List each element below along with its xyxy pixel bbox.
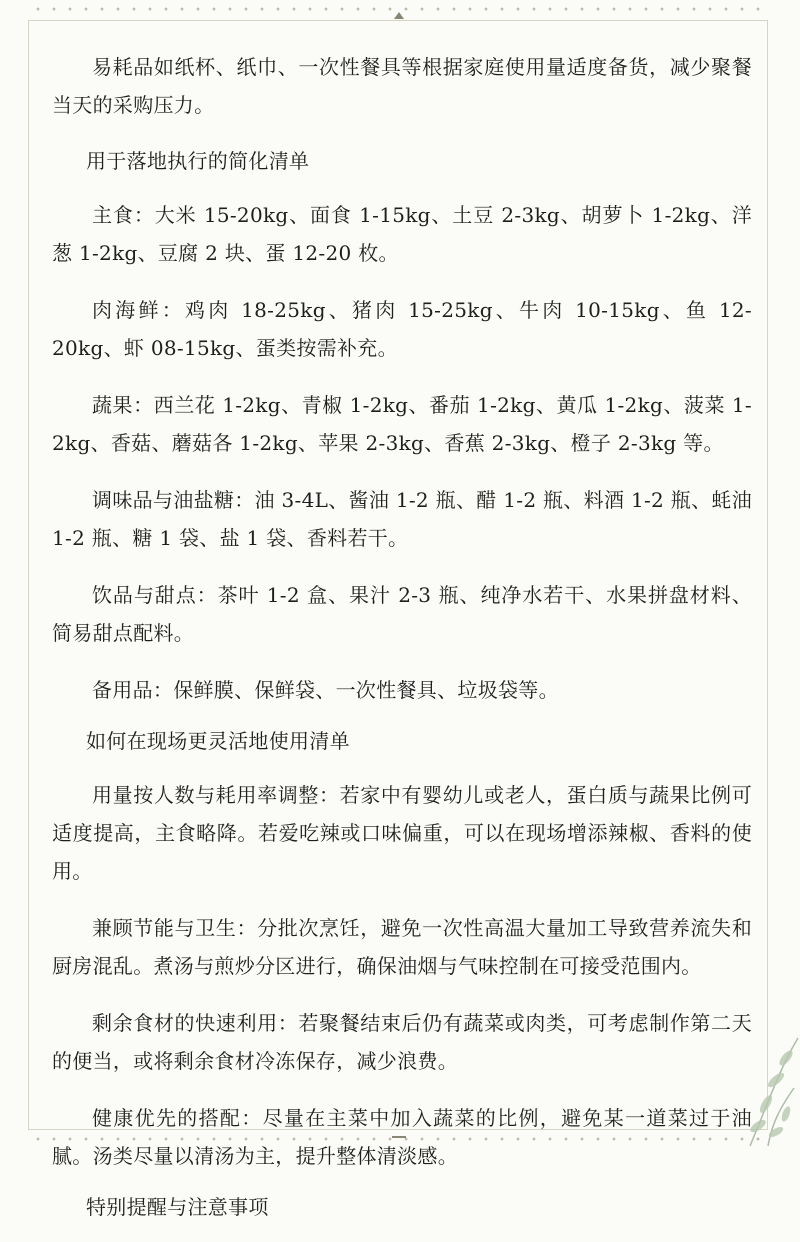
top-ornament-icon: [394, 12, 404, 19]
paragraph-energy-hygiene: 兼顾节能与卫生：分批次烹饪，避免一次性高温大量加工导致营养流失和厨房混乱。煮汤与煎炒分区进行，确保油烟与气味控制在可接受范围内。: [52, 916, 752, 978]
paragraph-healthy-pairing: 健康优先的搭配：尽量在主菜中加入蔬菜的比例，避免某一道菜过于油腻。汤类尽量以清汤为主，提升整体清淡感。: [52, 1106, 752, 1168]
document-body: [52, 48, 752, 1242]
paragraph-spare-items: 备用品：保鲜膜、保鲜袋、一次性餐具、垃圾袋等。: [92, 678, 559, 702]
paragraph-drinks-desserts: 饮品与甜点：茶叶 1-2 盒、果汁 2-3 瓶、纯净水若干、水果拼盘材料、简易甜点配料。: [52, 583, 752, 645]
heading-simplified-list: 用于落地执行的简化清单: [86, 149, 310, 173]
paragraph-disposables: 易耗品如纸杯、纸巾、一次性餐具等根据家庭使用量适度备货，减少聚餐当天的采购压力。: [52, 55, 752, 117]
paragraph-vegetables-fruit: 蔬果：西兰花 1-2kg、青椒 1-2kg、番茄 1-2kg、黄瓜 1-2kg、菠菜 1-2kg、香菇、蘑菇各 1-2kg、苹果 2-3kg、香蕉 2-3kg、橙子 2-3kg 等。: [52, 393, 752, 455]
heading-flexible-use: 如何在现场更灵活地使用清单: [86, 729, 350, 753]
paragraph-staples: 主食：大米 15-20kg、面食 1-15kg、土豆 2-3kg、胡萝卜 1-2kg、洋葱 1-2kg、豆腐 2 块、蛋 12-20 枚。: [52, 203, 752, 265]
paragraph-leftovers: 剩余食材的快速利用：若聚餐结束后仍有蔬菜或肉类，可考虑制作第二天的便当，或将剩余食材冷冻保存，减少浪费。: [52, 1011, 752, 1073]
paragraph-meat-seafood: 肉海鲜：鸡肉 18-25kg、猪肉 15-25kg、牛肉 10-15kg、鱼 12-20kg、虾 08-15kg、蛋类按需补充。: [52, 298, 752, 360]
heading-special-notes: 特别提醒与注意事项: [86, 1195, 269, 1219]
paragraph-seasonings: 调味品与油盐糖：油 3-4L、酱油 1-2 瓶、醋 1-2 瓶、料酒 1-2 瓶、蚝油 1-2 瓶、糖 1 袋、盐 1 袋、香料若干。: [52, 488, 752, 550]
paragraph-portion-adjust: 用量按人数与耗用率调整：若家中有婴幼儿或老人，蛋白质与蔬果比例可适度提高，主食略降。若爱吃辣或口味偏重，可以在现场增添辣椒、香料的使用。: [52, 783, 752, 883]
